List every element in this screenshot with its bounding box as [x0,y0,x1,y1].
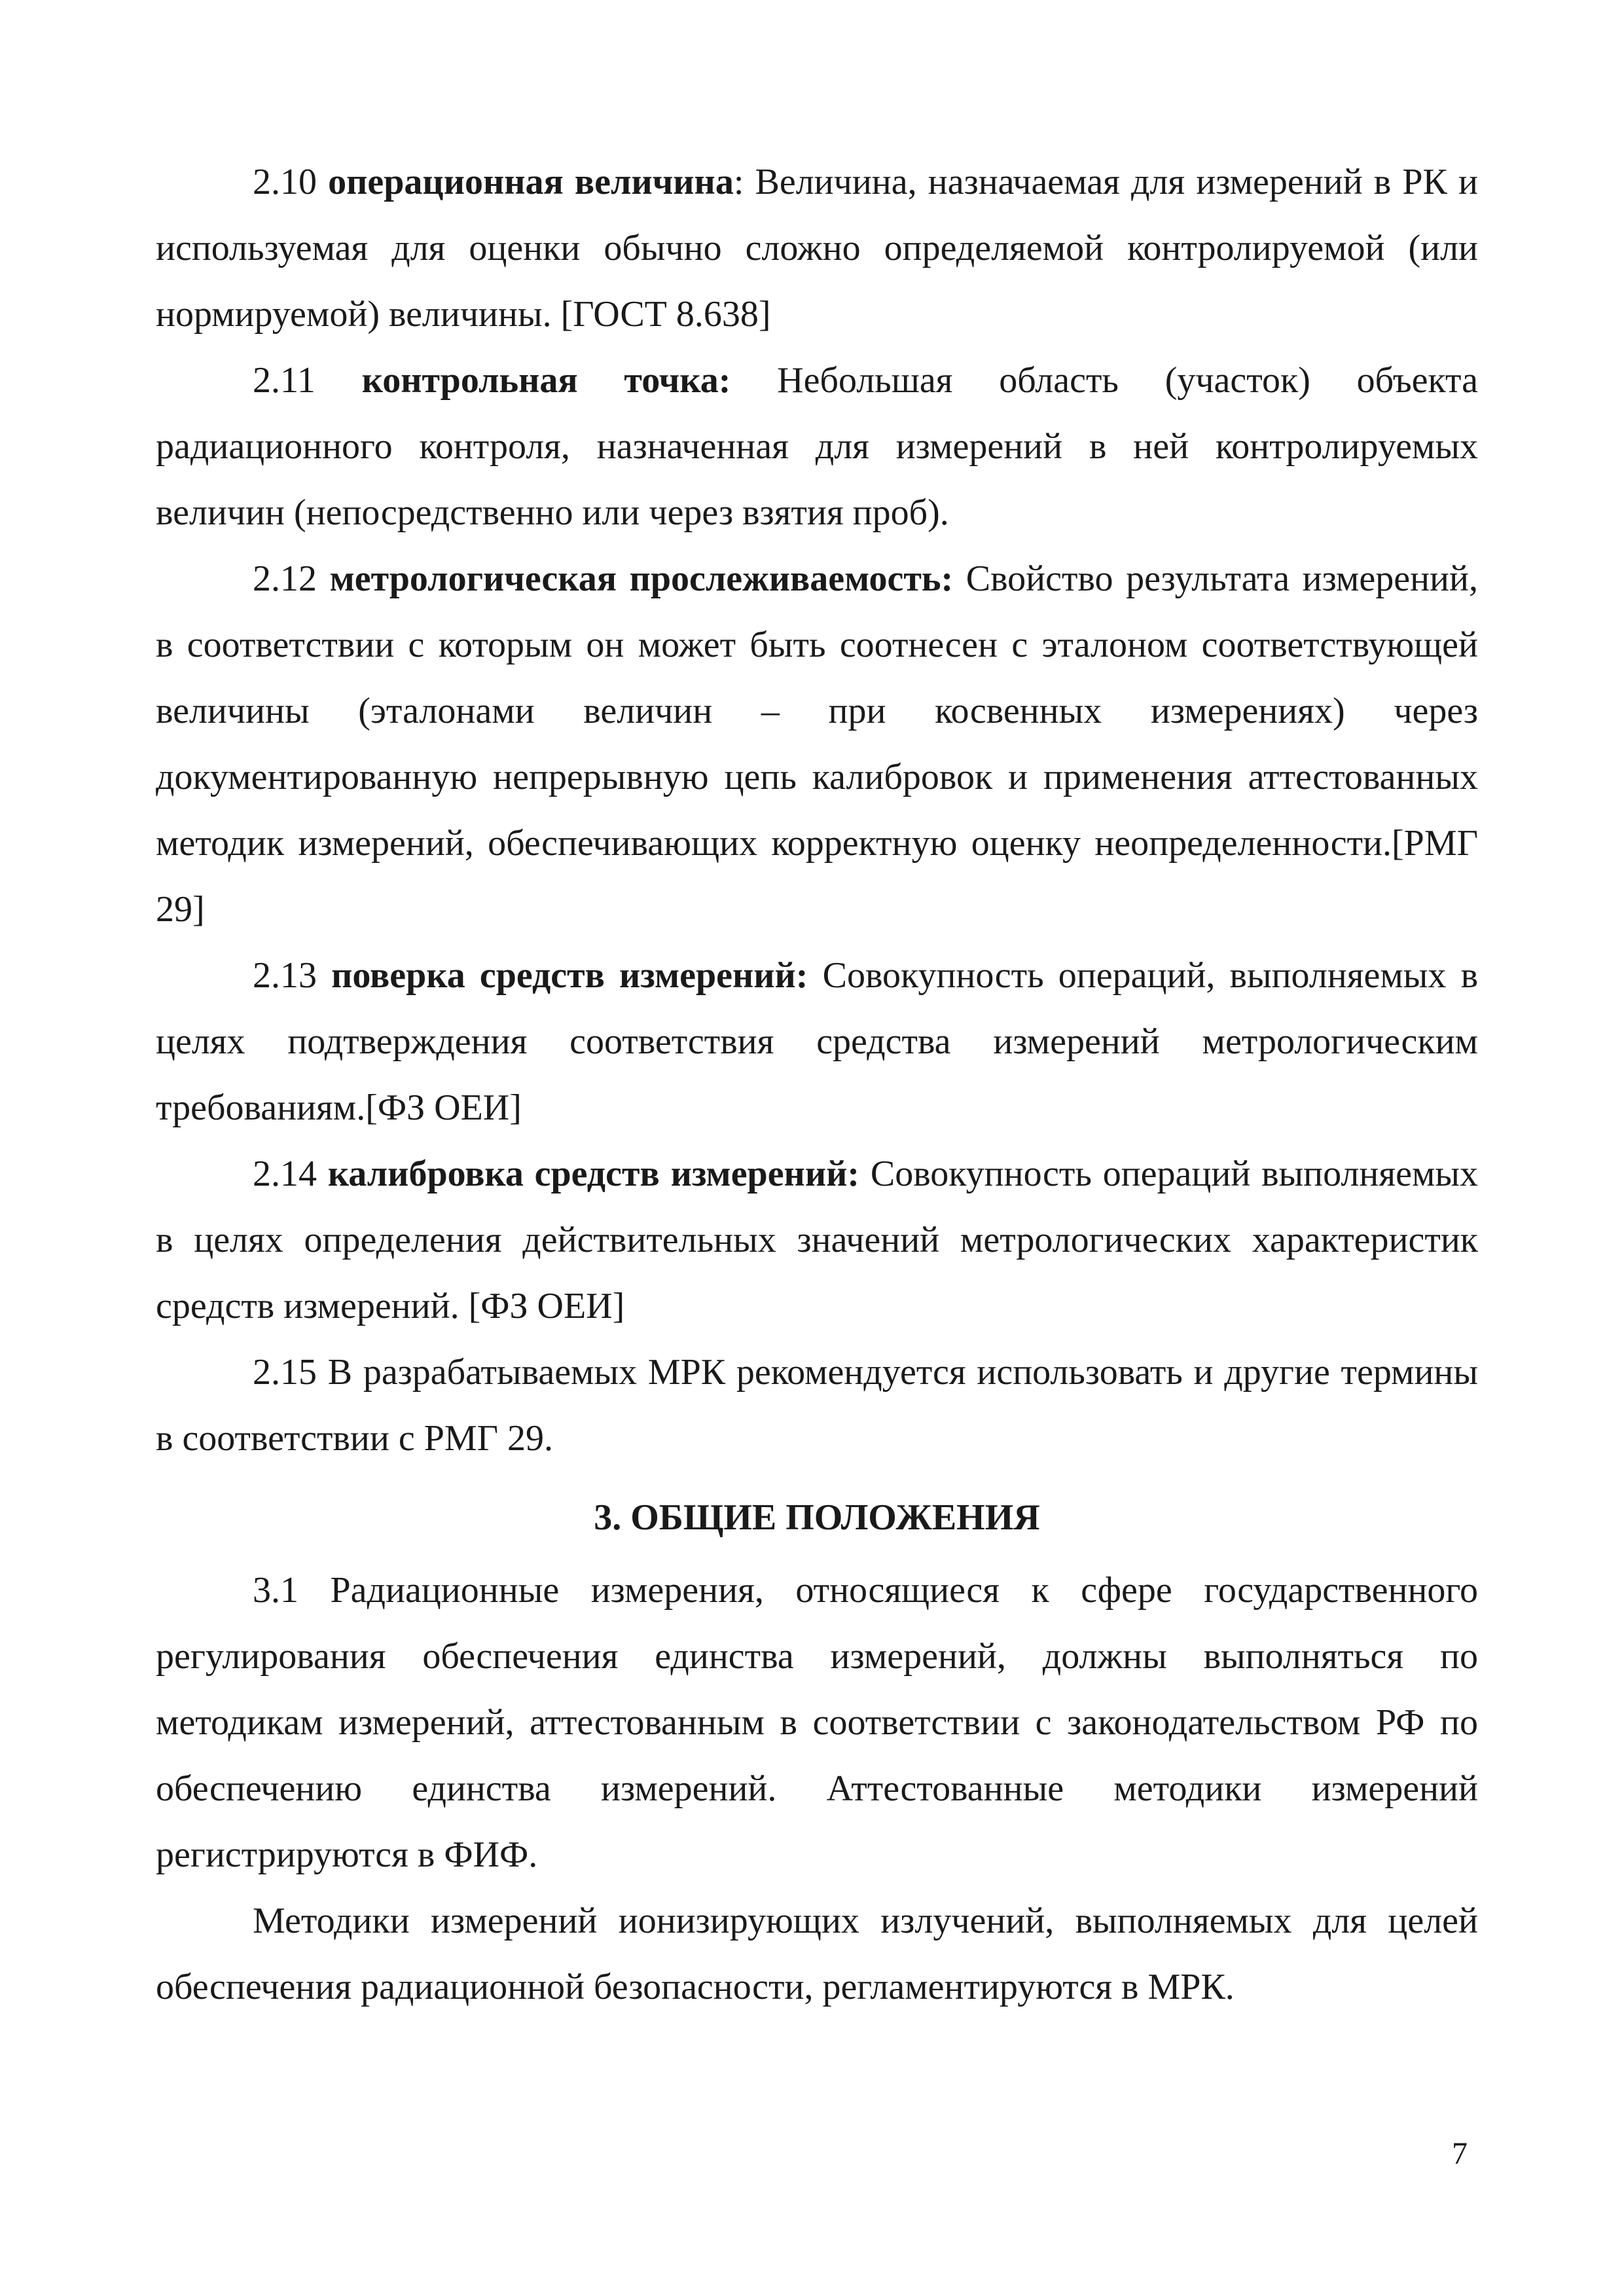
term: калибровка средств измерений: [327,1154,859,1194]
definition-text: Величина, назначаемая для измерений в РК и используемая для оценки обычно сложно определяемой контролируемой (или нормируемой) величины. [ГОСТ 8.638] [156,162,1479,335]
term: метрологическая прослеживаемость: [329,558,954,599]
clause-number: 2.13 [253,955,317,996]
clause-number: 2.14 [253,1154,317,1194]
term-separator: : [733,162,744,202]
definition-text: Небольшая область (участок) объекта радиационного контроля, назначенная для измерений в ней контролируемых величин (непосредственно или через взятия проб). [156,360,1478,533]
definition-2-12 [156,546,1478,943]
definition-text: Совокупность операций, выполняемых в целях подтверждения соответствия средства измерений метрологическим требованиям.[ФЗ ОЕИ] [156,955,1479,1128]
definition-2-13 [156,943,1478,1141]
document-page [156,149,1478,2020]
clause-text: В разрабатываемых МРК рекомендуется использовать и другие термины в соответствии с РМГ 29. [156,1352,1479,1459]
clause-number: 2.10 [253,162,317,202]
page-number: 7 [1452,2136,1468,2171]
definition-text: Совокупность операций выполняемых в целях определения действительных значений метрологических характеристик средств измерений. [ФЗ ОЕИ] [156,1154,1479,1326]
clause-number: 2.11 [253,360,316,401]
clause-number: 2.15 [253,1352,317,1393]
term: операционная величина [328,162,734,202]
clause-number: 2.12 [253,558,317,599]
definition-text: Свойство результата измерений, в соответствии с которым он может быть соотнесен с эталоном соответствующей величины (эталонами величин – при косвенных измерениях) через документированную непрерывную цепь калибровок и применения аттестованных методик измерений, обеспечивающих корректную оценку неопределенности.[РМГ 29] [156,558,1478,930]
term: поверка средств измерений: [331,955,808,996]
term: контрольная точка: [361,360,731,401]
section-heading: 3. ОБЩИЕ ПОЛОЖЕНИЯ [594,1497,1040,1538]
clause-3-1: 3.1 Радиационные измерения, относящиеся к сфере государственного регулирования обеспечения единства измерений, должны выполняться по методикам измерений, аттестованным в соответствии с законодательством РФ по обеспечению единства измерений. Аттестованные методики измерений регистрируются в ФИФ. [156,1570,1478,1875]
section-paragraph: Методики измерений ионизирующих излучений, выполняемых для целей обеспечения радиационной безопасности, регламентируются в МРК. [156,1901,1478,2007]
definition-2-11 [156,348,1478,546]
definition-2-14 [156,1141,1478,1339]
definition-2-10 [156,149,1478,348]
clause-2-15 [156,1339,1478,1472]
